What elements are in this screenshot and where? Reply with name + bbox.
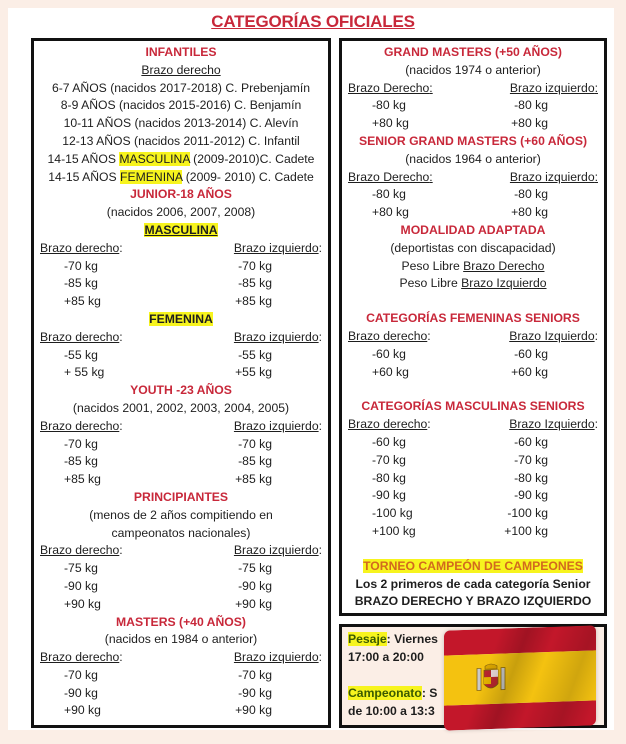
masculina-highlight: MASCULINA [119,151,190,166]
weight-right: -55 kg [64,347,98,362]
weight-right: -60 kg [372,346,406,361]
weight-left: +90 kg [235,703,272,718]
infantiles-sub: Brazo derecho [141,62,221,77]
weight-right: +80 kg [372,116,409,131]
brazo-izquierdo-label: Brazo izquierdo [233,418,319,433]
infantiles-line: 12-13 AÑOS (nacidos 2011-2012) C. Infantil [62,133,300,148]
brazo-derecho-label: Brazo derecho [40,418,120,433]
weight-right: -60 kg [372,434,406,449]
weight-right: -90 kg [64,685,98,700]
principiantes-heading: PRINCIPIANTES [133,489,229,504]
weight-right: -70 kg [64,667,98,682]
weight-right: +85 kg [64,294,101,309]
colon: : [119,329,123,344]
weight-left: -75 kg [238,561,272,576]
weight-right: -75 kg [64,561,98,576]
brazo-derecho-label: Brazo derecho [40,329,120,344]
adaptada-sub: (deportistas con discapacidad) [390,240,556,255]
campeonato-label: Campeonato [348,686,422,700]
weight-right: +60 kg [372,364,409,379]
brazo-izquierdo-label: Brazo izquierdo [509,169,595,184]
grand-masters-sub: (nacidos 1974 o anterior) [405,62,541,77]
colon: : [318,240,322,255]
adaptada-line [348,275,598,293]
weight-left: +100 kg [504,523,548,538]
cadete-masculina-line [40,151,322,169]
torneo-line: BRAZO DERECHO Y BRAZO IZQUIERDO [354,594,592,609]
adaptada-line [348,258,598,276]
brazo-derecho-label: Brazo derecho [40,240,120,255]
infantiles-heading: INFANTILES [145,45,217,59]
weight-left: +80 kg [511,205,548,220]
brazo-derecho-label: Brazo derecho [40,543,120,558]
colon: : [427,417,431,432]
infantiles-line: 10-11 AÑOS (nacidos 2013-2014) C. Alevín [63,116,299,131]
youth-heading: YOUTH -23 AÑOS [130,383,232,398]
weight-right: +90 kg [64,703,101,718]
weight-right: +85 kg [64,472,101,487]
weight-right: -100 kg [372,506,413,521]
brazo-izquierdo-label: Brazo Izquierdo [509,417,595,432]
col-header [181,240,322,258]
principiantes-sub: campeonatos nacionales) [111,525,251,540]
weight-right: -70 kg [64,436,98,451]
weight-left: -90 kg [238,685,272,700]
left-panel [31,38,331,728]
cadete-femenina-line [40,169,322,187]
brazo-izquierdo-label: Brazo izquierdo [233,650,319,665]
colon: : [594,169,598,184]
colon: : [119,543,123,558]
junior-heading: JUNIOR-18 AÑOS [130,187,232,202]
cadete-detail: (2009-2010)C. Cadete [189,151,315,166]
weight-left: -90 kg [238,578,272,593]
weight-right: +80 kg [372,205,409,220]
torneo-line: Los 2 primeros de cada categoría Senior [355,576,591,591]
brazo-izquierdo-label: Brazo izquierdo [509,80,595,95]
brazo-derecho-label: Brazo Derecho [348,169,430,184]
weight-right: +90 kg [64,596,101,611]
weight-left: -60 kg [514,434,548,449]
colon: : [318,543,322,558]
brazo-derecho-label: Brazo derecho [40,650,120,665]
adaptada-heading: MODALIDAD ADAPTADA [400,222,546,237]
weight-left: -100 kg [507,506,548,521]
weight-right: -90 kg [372,488,406,503]
weight-left: -70 kg [238,436,272,451]
cadete-age: 14-15 AÑOS [48,169,121,184]
weight-right: -80 kg [372,98,406,113]
colon: : [594,80,598,95]
peso-libre: Peso Libre [399,276,462,291]
weight-left: -80 kg [514,98,548,113]
brazo-derecho-label: Brazo derecho [348,328,428,343]
campeonato-day: : S [421,686,438,700]
infantiles-line: 8-9 AÑOS (nacidos 2015-2016) C. Benjamín [60,98,302,113]
weight-left: -70 kg [238,667,272,682]
weight-right: + 55 kg [64,365,105,380]
colon: : [427,328,431,343]
weight-left: +85 kg [235,472,272,487]
masc-seniors-heading: CATEGORÍAS MASCULINAS SENIORS [361,399,585,414]
brazo-derecho-label: Brazo derecho [348,417,428,432]
weight-left: -55 kg [238,347,272,362]
colon: : [318,329,322,344]
junior-masculina-label: MASCULINA [144,222,218,237]
brazo-derecho-label: Brazo Derecho [463,258,545,273]
brazo-izquierdo-label: Brazo izquierdo [233,543,319,558]
spain-flag-image [444,625,596,730]
fem-seniors-heading: CATEGORÍAS FEMENINAS SENIORS [366,311,580,326]
schedule-text [348,630,438,720]
cadete-detail: (2009- 2010) C. Cadete [182,169,314,184]
cadete-age: 14-15 AÑOS [47,151,120,166]
page-title: CATEGORÍAS OFICIALES [211,12,415,31]
brazo-izquierdo-label: Brazo Izquierdo [509,328,595,343]
weight-right: +100 kg [372,523,416,538]
brazo-derecho-label: Brazo Derecho [348,80,430,95]
masters-sub: (nacidos en 1984 o anterior) [104,632,258,647]
weight-left: -90 kg [514,488,548,503]
torneo-heading: TORNEO CAMPEÓN DE CAMPEONES [363,558,583,573]
weight-left: +90 kg [235,596,272,611]
weight-right: -85 kg [64,276,98,291]
weight-left: +60 kg [511,364,548,379]
weight-left: +55 kg [235,365,272,380]
colon: : [594,328,598,343]
pesaje-time: 17:00 a 20:00 [348,650,424,664]
colon: : [318,650,322,665]
weight-right: -90 kg [64,578,98,593]
colon: : [119,650,123,665]
weight-left: -85 kg [238,276,272,291]
brazo-izquierdo-label: Brazo izquierdo [233,329,319,344]
campeonato-time: de 10:00 a 13:3 [348,704,435,718]
weight-left: +80 kg [511,116,548,131]
weight-left: -80 kg [514,470,548,485]
weight-right: -80 kg [372,187,406,202]
junior-femenina-label: FEMENINA [149,311,213,326]
weight-left: -70 kg [238,258,272,273]
right-panel [339,38,607,616]
weight-right: -70 kg [64,258,98,273]
colon: : [429,80,433,95]
weight-left: -60 kg [514,346,548,361]
weight-left: -80 kg [514,187,548,202]
colon: : [119,240,123,255]
weight-left: -85 kg [238,454,272,469]
principiantes-sub: (menos de 2 años compitiendo en [89,507,273,522]
weight-right: -80 kg [372,470,406,485]
colon: : [318,418,322,433]
brazo-izquierdo-label: Brazo Izquierdo [461,276,547,291]
junior-sub: (nacidos 2006, 2007, 2008) [106,205,256,220]
weight-right: -70 kg [372,452,406,467]
masters-heading: MASTERS (+40 AÑOS) [116,614,246,629]
youth-sub: (nacidos 2001, 2002, 2003, 2004, 2005) [72,400,290,415]
weight-left: +85 kg [235,294,272,309]
peso-libre: Peso Libre [401,258,464,273]
colon: : [119,418,123,433]
pesaje-day: : Viernes [386,632,438,646]
weight-right: -85 kg [64,454,98,469]
col-header [40,240,181,258]
senior-grand-masters-heading: SENIOR GRAND MASTERS (+60 AÑOS) [358,133,588,148]
grand-masters-heading: GRAND MASTERS (+50 AÑOS) [384,45,562,59]
infantiles-line: 6-7 AÑOS (nacidos 2017-2018) C. Prebenjamín [51,80,311,95]
femenina-highlight: FEMENINA [120,169,183,184]
pesaje-label: Pesaje [348,632,387,646]
senior-grand-masters-sub: (nacidos 1964 o anterior) [405,151,541,166]
colon: : [594,417,598,432]
colon: : [429,169,433,184]
weight-left: -70 kg [514,452,548,467]
brazo-izquierdo-label: Brazo izquierdo [233,240,319,255]
